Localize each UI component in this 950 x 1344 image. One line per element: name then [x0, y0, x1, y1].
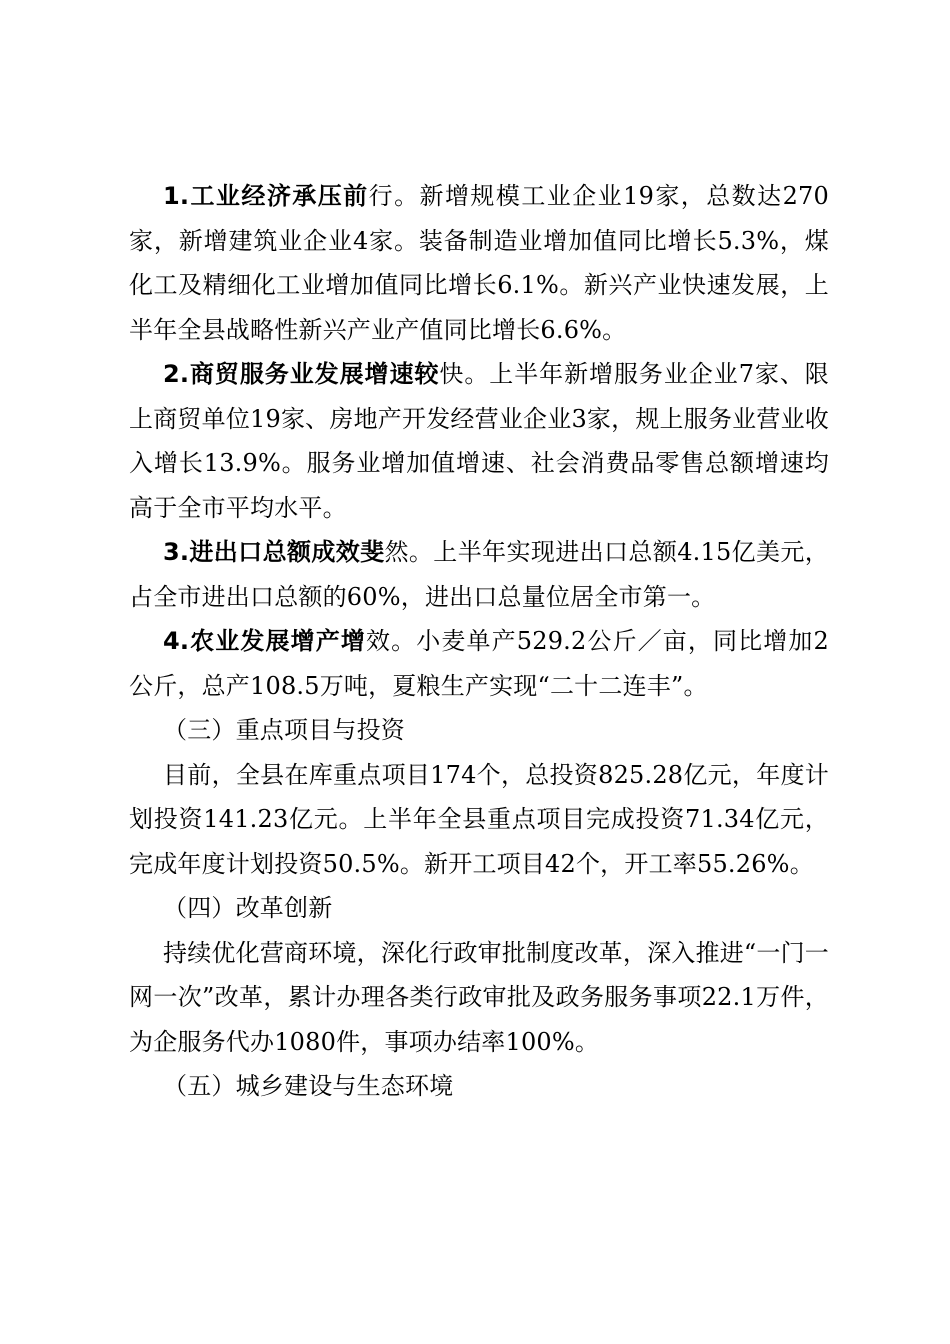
- document-body: [129, 174, 829, 1109]
- paragraph-text: 然。上半年实现进出口总额4.15亿美元，占全市进出口总额的60%，进出口总量位居全市第一。: [129, 538, 829, 611]
- paragraph-text: 效。小麦单产529.2公斤／亩，同比增加2公斤，总产108.5万吨，夏粮生产实现“二十二连丰”。: [129, 627, 829, 700]
- paragraph-agriculture: [129, 619, 829, 708]
- paragraph-commerce: [129, 352, 829, 530]
- paragraph-lead: 2.商贸服务业发展增速较: [163, 360, 440, 388]
- paragraph-trade: [129, 530, 829, 619]
- paragraph-lead: 3.进出口总额成效斐: [163, 538, 385, 566]
- paragraph-text: 行。新增规模工业企业19家，总数达270家，新增建筑业企业4家。装备制造业增加值同比增长5.3%，煤化工及精细化工业增加值同比增长6.1%。新兴产业快速发展，上半年全县战略性新兴产业产值同比增长6.6%。: [129, 182, 829, 344]
- section-heading-urban-rural: （五）城乡建设与生态环境: [163, 1072, 454, 1100]
- paragraph-investment: 目前，全县在库重点项目174个，总投资825.28亿元，年度计划投资141.23亿元。上半年全县重点项目完成投资71.34亿元，完成年度计划投资50.5%。新开工项目42个，开工率55.26%。: [129, 760, 829, 878]
- paragraph-industry: [129, 174, 829, 352]
- paragraph-text: 快。上半年新增服务业企业7家、限上商贸单位19家、房地产开发经营业企业3家，规上服务业营业收入增长13.9%。服务业增加值增速、社会消费品零售总额增速均高于全市平均水平。: [129, 360, 830, 522]
- paragraph-reform: 持续优化营商环境，深化行政审批制度改革，深入推进“一门一网一次”改革，累计办理各类行政审批及政务服务事项22.1万件，为企服务代办1080件，事项办结率100%。: [129, 938, 829, 1056]
- paragraph-lead: 4.农业发展增产增: [163, 627, 367, 655]
- paragraph-lead: 1.工业经济承压前: [163, 182, 369, 210]
- section-heading-reform: （四）改革创新: [163, 894, 333, 922]
- section-heading-investment: （三）重点项目与投资: [163, 716, 405, 744]
